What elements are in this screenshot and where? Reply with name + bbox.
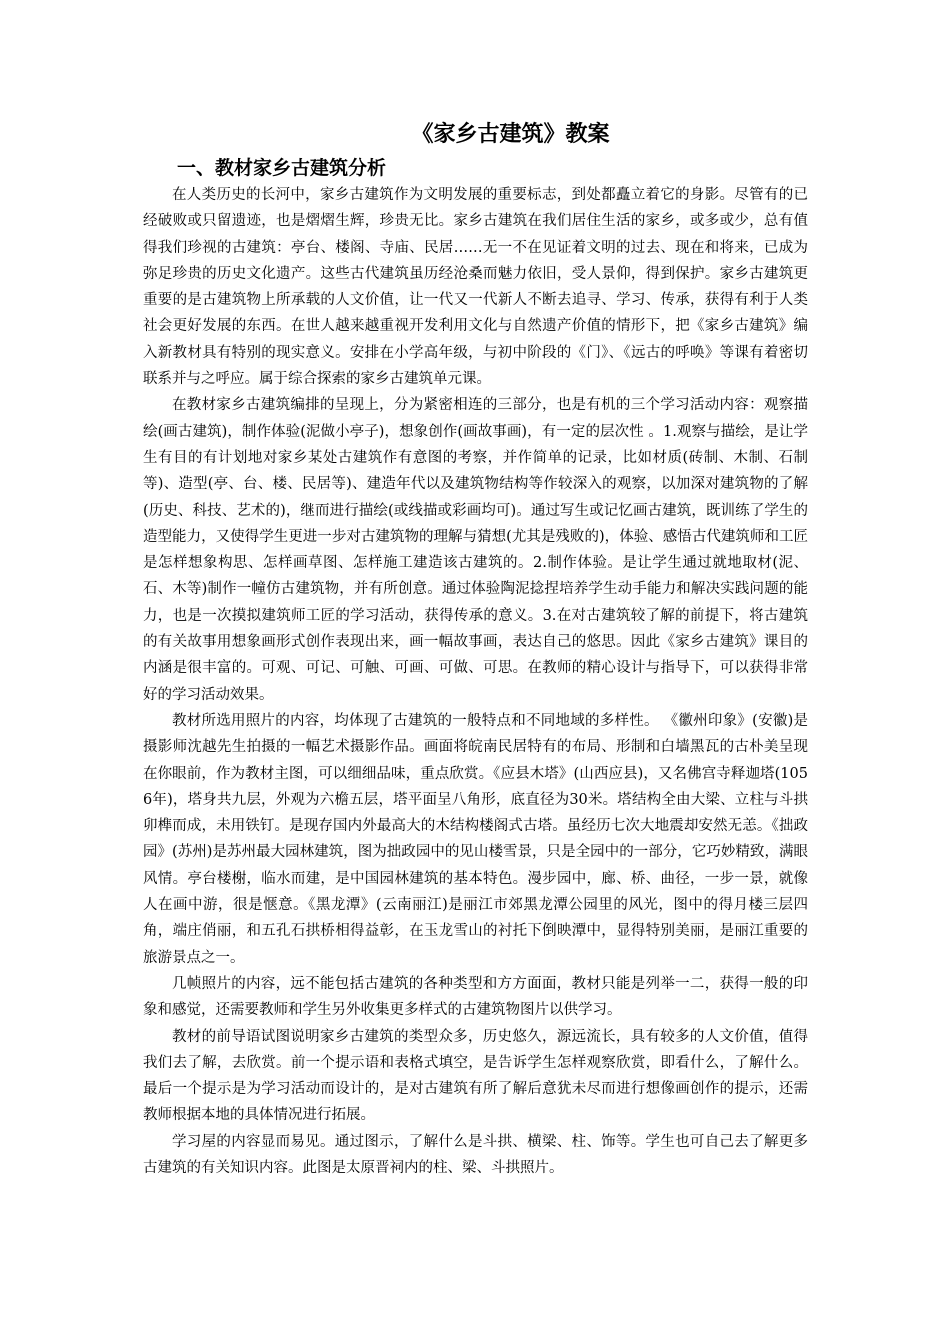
paragraph-intro: 在人类历史的长河中，家乡古建筑作为文明发展的重要标志，到处都矗立着它的身影。尽管有的已经破败或只留遗迹，也是熠熠生辉，珍贵无比。家乡古建筑在我们居住生活的家乡，或多或少，总有值得我们珍视的古建筑：亭台、楼阁、寺庙、民居……无一不在见证着文明的过去、现在和将来，已成为弥足珍贵的历史文化遗产。这些古代建筑虽历经沧桑而魅力依旧，受人景仰，得到保护。家乡古建筑更重要的是古建筑物上所承载的人文价值，让一代又一代新人不断去追寻、学习、传承，获得有利于人类社会更好发展的东西。在世人越来越重视开发利用文化与自然遗产价值的情形下，把《家乡古建筑》编入新教材具有特别的现实意义。安排在小学高年级，与初中阶段的《门》、《远古的呼唤》等课有着密切联系并与之呼应。属于综合探索的家乡古建筑单元课。 bbox=[143, 187, 808, 388]
paragraph-structure: 在教材家乡古建筑编排的呈现上，分为紧密相连的三部分，也是有机的三个学习活动内容：观察描绘(画古建筑)，制作体验(泥做小亭子)，想象创作(画故事画)，有一定的层次性 。1.观察与描绘，是让学生有目的有计划地对家乡某处古建筑作有意图的考察，并作简单的记录，比如材质(砖制、木制、石制等)、造型(亭、台、楼、民居等)、建造年代以及建筑物结构等作较深入的观察，以加深对建筑物的了解(历史、科技、艺术的)，继而进行描绘(或线描或彩画均可)。通过写生或记忆画古建筑，既训练了学生的造型能力，又使得学生更进一步对古建筑物的理解与猜想(尤其是残败的)，体验、感悟古代建筑师和工匠是怎样想象构思、怎样画草图、怎样施工建造该古建筑的。2.制作体验。是让学生通过就地取材(泥、石、木等)制作一幢仿古建筑物，并有所创意。通过体验陶泥捻捏培养学生动手能力和解决实践问题的能力，也是一次摸拟建筑师工匠的学习活动，获得传承的意义。3.在对古建筑较了解的前提下，将古建筑的有关故事用想象画形式创作表现出来，画一幅故事画，表达自己的悠思。因此《家乡古建筑》课目的内涵是很丰富的。可观、可记、可触、可画、可做、可思。在教师的精心设计与指导下，可以获得非常好的学习活动效果。 bbox=[143, 397, 808, 703]
paragraph-photos: 教材所选用照片的内容，均体现了古建筑的一般特点和不同地域的多样性。 《徽州印象》(安徽)是摄影师沈越先生拍摄的一幅艺术摄影作品。画面将皖南民居特有的布局、形制和白墙黑瓦的古朴美呈现在你眼前，作为教材主图，可以细细品味，重点欣赏。《应县木塔》(山西应县)，又名佛宫寺释迦塔(1056年)，塔身共九层，外观为六檐五层，塔平面呈八角形，底直径为30米。塔结构全由大梁、立柱与斗拱卯榫而成，未用铁钉。是现存国内外最高大的木结构楼阁式古塔。虽经历七次大地震却安然无恙。《拙政园》(苏州)是苏州最大园林建筑，图为拙政园中的见山楼雪景，只是全园中的一部分，它巧妙精致，满眼风情。亭台楼榭，临水而建，是中国园林建筑的基本特色。漫步园中，廊、桥、曲径，一步一景，就像人在画中游，很是惬意。《黑龙潭》(云南丽江)是丽江市郊黑龙潭公园里的风光，图中的得月楼三层四角，端庄俏丽，和五孔石拱桥相得益彰，在玉龙雪山的衬托下倒映潭中，显得特别美丽，是丽江重要的旅游景点之一。 bbox=[143, 712, 808, 966]
document-title: 《家乡古建筑》教案 bbox=[411, 122, 610, 147]
paragraph-study-room: 学习屋的内容显而易见。通过图示，了解什么是斗拱、横梁、柱、饰等。学生也可自己去了解更多古建筑的有关知识内容。此图是太原晋祠内的柱、梁、斗拱照片。 bbox=[143, 1133, 808, 1176]
paragraph-supplement: 几帧照片的内容，远不能包括古建筑的各种类型和方方面面，教材只能是列举一二，获得一般的印象和感觉，还需要教师和学生另外收集更多样式的古建筑物图片以供学习。 bbox=[143, 975, 808, 1019]
document-page bbox=[143, 118, 808, 1181]
section-heading: 一、教材家乡古建筑分析 bbox=[177, 157, 387, 179]
paragraph-preface: 教材的前导语试图说明家乡古建筑的类型众多，历史悠久，源远流长，具有较多的人文价值，值得我们去了解，去欣赏。前一个提示语和表格式填空，是告诉学生怎样观察欣赏，即看什么，了解什么。最后一个提示是为学习活动而设计的，是对古建筑有所了解后意犹未尽而进行想像画创作的提示，还需教师根据本地的具体情况进行拓展。 bbox=[143, 1028, 808, 1124]
